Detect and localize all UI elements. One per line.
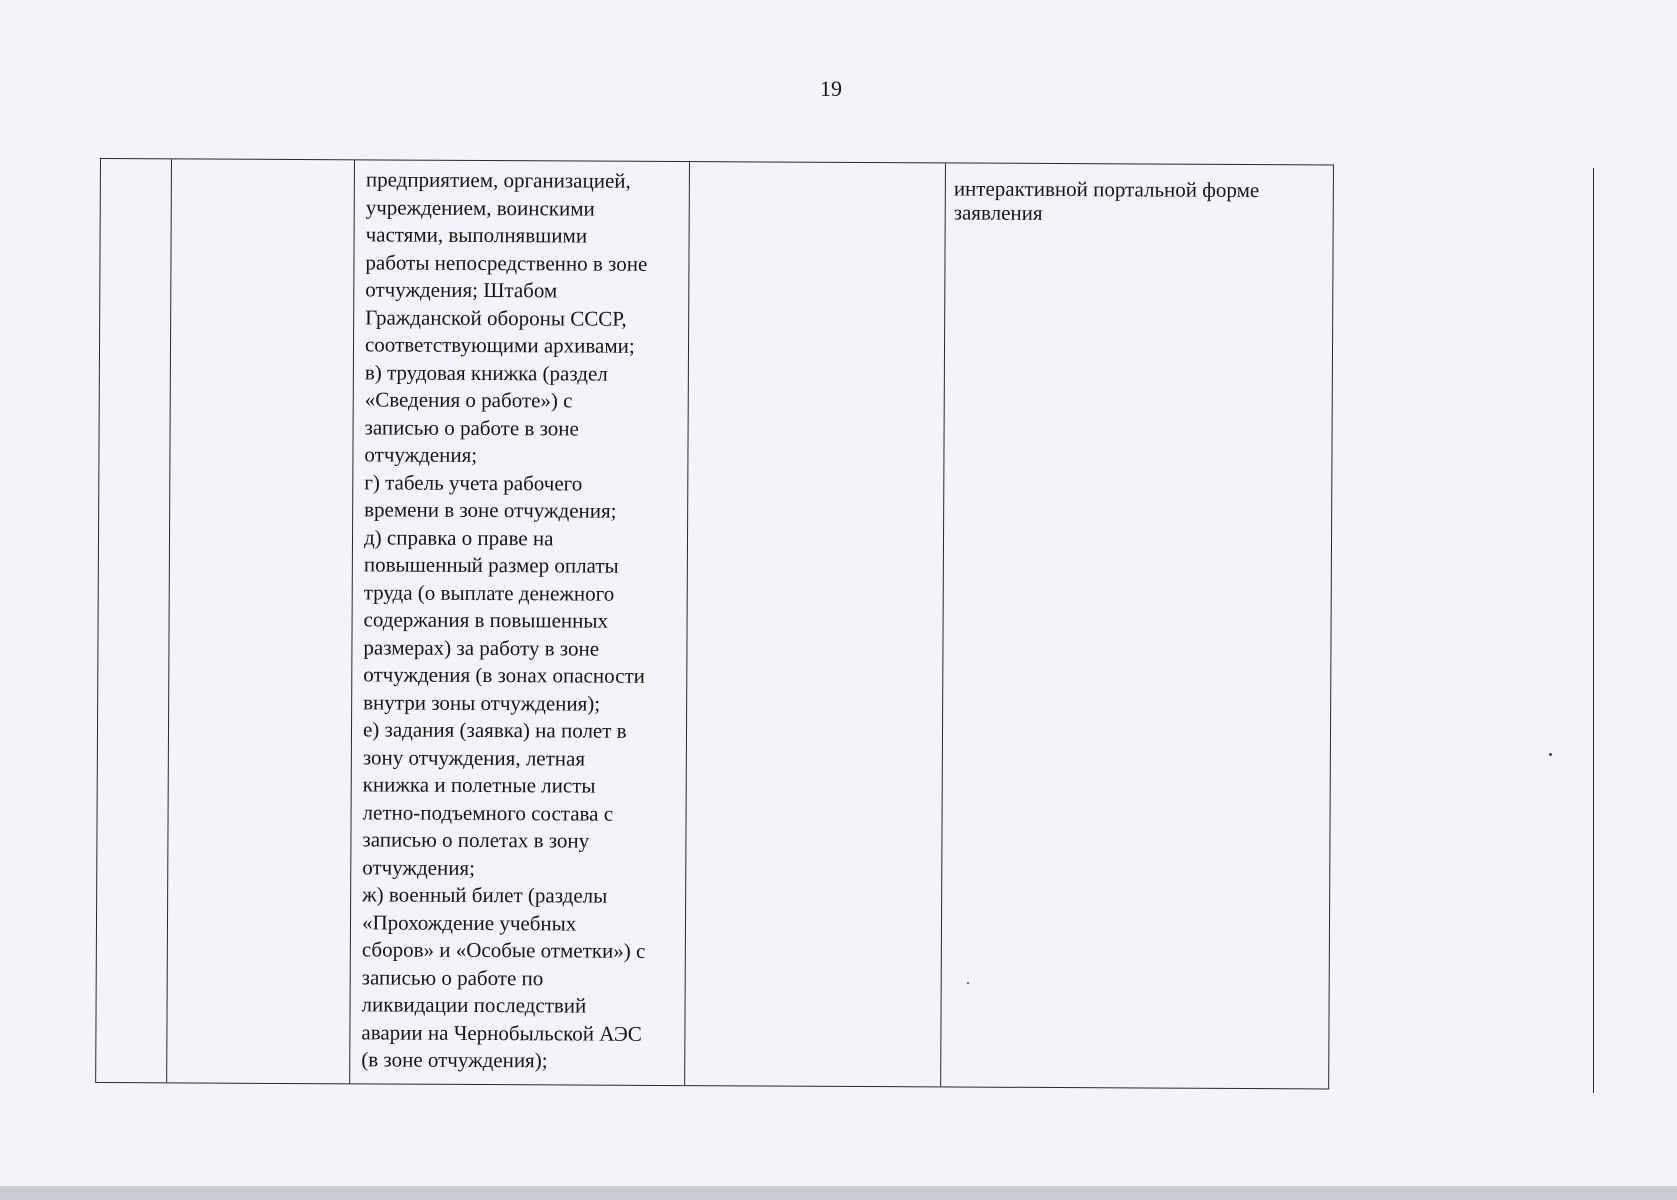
table-cell-col3	[350, 160, 690, 1085]
scan-speck	[967, 982, 969, 984]
table-cell-col1	[96, 159, 172, 1082]
scan-bottom-edge	[0, 1186, 1677, 1200]
page-number: 19	[820, 76, 842, 101]
documents-list-text: предприятием, организацией, учреждением, воинскими частями, выполнявшими работы непосредственно в зоне отчуждения; Штабом Гражданской обороны СССР, соответствующими архивами; в) трудовая книжка (раздел «Сведения о работе») с записью о работе в зоне отчуждения; г) табель учета рабочего времени в зоне отчуждения; д) справка о праве на повышенный размер оплаты труда (о выплате денежного содержания в повышенных размерах) за работу в зоне отчуждения (в зонах опасности внутри зоны отчуждения); е) задания (заявка) на полет в зону отчуждения, летная книжка и полетные листы летно-подъемного состава с записью о полетах в зону отчуждения; ж) военный билет (разделы «Прохождение учебных сборов» и «Особые отметки») с записью о работе по ликвидации последствий аварии на Чернобыльской АЭС (в зоне отчуждения);	[361, 167, 648, 1073]
table-cell-col4	[685, 162, 946, 1086]
table-cell-col5	[941, 163, 1333, 1088]
table-cell-col2	[167, 159, 355, 1083]
scan-speck	[1549, 753, 1552, 756]
document-table	[95, 158, 1334, 1089]
scan-margin-line	[1593, 168, 1594, 1093]
application-form-text: интерактивной портальной форме заявления	[953, 176, 1260, 225]
